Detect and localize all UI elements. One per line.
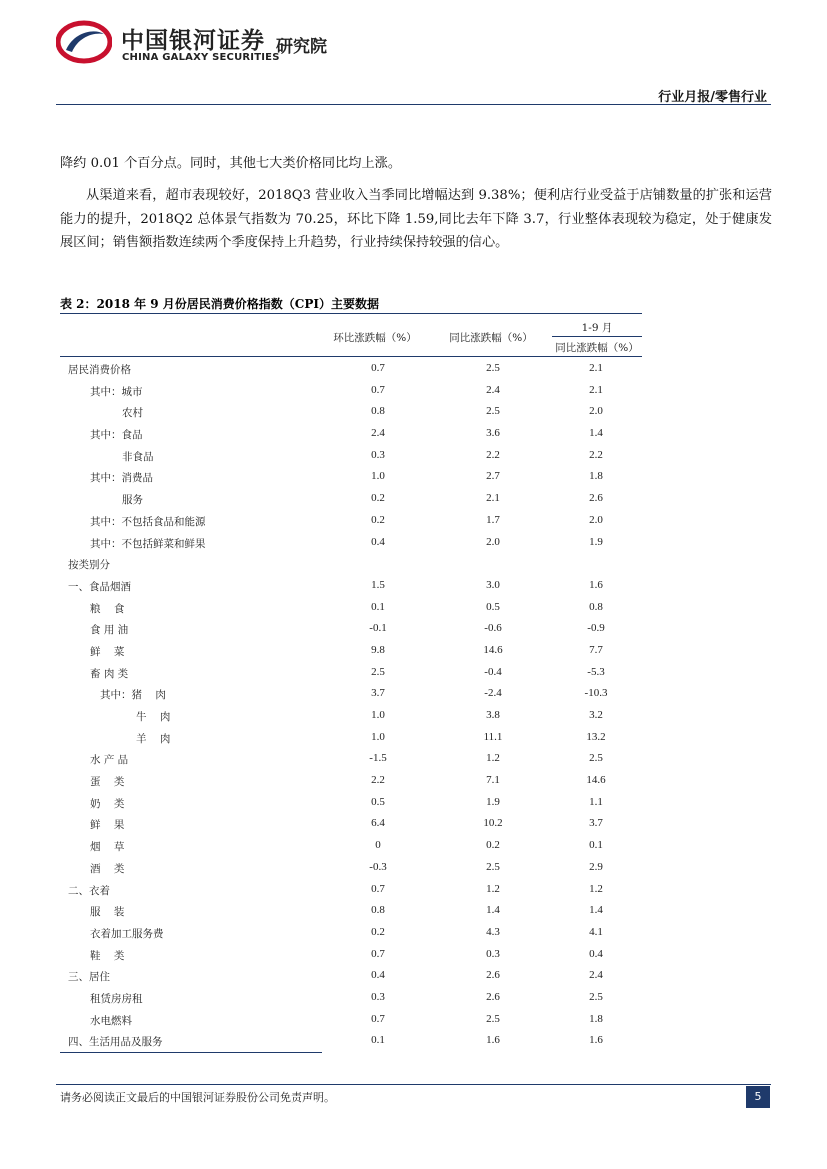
row-label: 租赁房房租 bbox=[90, 992, 143, 1005]
cell-ytd: 1.8 bbox=[589, 1012, 603, 1025]
cell-ytd: 3.2 bbox=[589, 709, 603, 721]
table-row bbox=[60, 445, 642, 467]
cell-yoy: 3.6 bbox=[486, 427, 500, 440]
table-row bbox=[60, 944, 642, 966]
table-row bbox=[60, 922, 642, 944]
cell-ytd: 2.1 bbox=[589, 362, 603, 374]
cell-yoy: 1.2 bbox=[486, 882, 500, 895]
table-top-rule bbox=[60, 313, 642, 314]
table-header-rule bbox=[60, 356, 642, 357]
cell-yoy: 1.7 bbox=[486, 513, 500, 526]
cell-mom: 9.8 bbox=[371, 643, 385, 656]
cell-yoy: 1.4 bbox=[486, 904, 500, 917]
cell-yoy: 3.8 bbox=[486, 709, 500, 721]
cell-ytd: 2.9 bbox=[589, 860, 603, 873]
cell-mom: 0.4 bbox=[371, 969, 385, 982]
footer-divider bbox=[56, 1084, 771, 1085]
cell-mom: 2.4 bbox=[371, 427, 385, 440]
cell-mom: 1.0 bbox=[371, 470, 385, 483]
row-label: 其中：消费品 bbox=[90, 472, 153, 485]
table-row bbox=[60, 575, 642, 597]
cell-ytd: 1.4 bbox=[589, 427, 603, 440]
cell-yoy: 7.1 bbox=[486, 774, 500, 787]
table-row bbox=[60, 705, 642, 727]
cell-mom: 0.1 bbox=[371, 1034, 385, 1047]
cell-yoy: 2.0 bbox=[486, 535, 500, 548]
table-row bbox=[60, 900, 642, 922]
cell-ytd: 0.1 bbox=[589, 839, 603, 852]
table-row bbox=[60, 401, 642, 423]
cell-yoy: 2.5 bbox=[486, 405, 500, 418]
row-label: 鞋 类 bbox=[90, 949, 125, 962]
table-row bbox=[60, 618, 642, 640]
header-divider bbox=[56, 104, 771, 105]
cell-ytd: 1.8 bbox=[589, 470, 603, 483]
page-header bbox=[0, 0, 827, 106]
row-label: 其中：猪 肉 bbox=[100, 689, 166, 702]
cell-yoy: 2.4 bbox=[486, 383, 500, 396]
cell-ytd: -5.3 bbox=[587, 665, 605, 678]
cell-yoy: 3.0 bbox=[486, 578, 500, 591]
cell-yoy: 2.2 bbox=[486, 448, 500, 461]
cell-ytd: 1.9 bbox=[589, 535, 603, 548]
cell-yoy: 1.2 bbox=[486, 752, 500, 765]
row-label: 居民消费价格 bbox=[68, 364, 131, 376]
table-row bbox=[60, 965, 642, 987]
cell-ytd: 1.1 bbox=[589, 795, 603, 808]
row-label: 二、衣着 bbox=[68, 884, 110, 897]
brand-institute: 研究院 bbox=[276, 37, 327, 57]
row-label: 蛋 类 bbox=[90, 776, 125, 789]
row-label: 水 产 品 bbox=[90, 754, 129, 767]
row-label: 奶 类 bbox=[90, 797, 125, 810]
cell-mom: 0.1 bbox=[371, 600, 385, 613]
cell-ytd: 4.1 bbox=[589, 925, 603, 938]
cell-mom: 0.2 bbox=[371, 513, 385, 526]
cell-yoy: -2.4 bbox=[484, 687, 502, 700]
table-row bbox=[60, 510, 642, 532]
cell-ytd: 13.2 bbox=[586, 730, 606, 743]
paragraph-1: 降约 0.01 个百分点。同时，其他七大类价格同比均上涨。 bbox=[60, 156, 402, 171]
row-label: 水电燃料 bbox=[90, 1014, 132, 1027]
table-row bbox=[60, 879, 642, 901]
cell-ytd: 2.5 bbox=[589, 990, 603, 1003]
cell-yoy: 0.5 bbox=[486, 600, 500, 613]
cell-yoy: 0.3 bbox=[486, 947, 500, 960]
cell-ytd: 2.4 bbox=[589, 969, 603, 982]
table-row bbox=[60, 770, 642, 792]
row-label: 其中：不包括鲜菜和鲜果 bbox=[90, 537, 206, 550]
table-row bbox=[60, 597, 642, 619]
row-label: 其中：城市 bbox=[90, 385, 143, 398]
cell-mom: 0.8 bbox=[371, 405, 385, 418]
cell-ytd: -0.9 bbox=[587, 622, 605, 635]
table-row bbox=[60, 683, 642, 705]
table-row bbox=[60, 857, 642, 879]
cell-mom: 0.7 bbox=[371, 362, 385, 374]
cell-mom: 1.0 bbox=[371, 730, 385, 743]
table-row bbox=[60, 1030, 642, 1052]
cell-yoy: 10.2 bbox=[483, 817, 503, 830]
cell-ytd: 0.4 bbox=[589, 947, 603, 960]
cell-mom: 0.7 bbox=[371, 383, 385, 396]
cell-mom: 0.7 bbox=[371, 1012, 385, 1025]
brand-name-cn: 中国银河证券 bbox=[121, 28, 265, 54]
paragraph-2: 从渠道来看，超市表现较好，2018Q3 营业收入当季同比增幅达到 9.38%；便利店行业受益于店铺数量的扩张和运营能力的提升，2018Q2 总体景气指数为 70.25，环比下降 1.59,同比去年下降 3.7，行业整体表现较为稳定，处于健康发展区间；销售额指数连续两个季度保持上升趋势，行业持续保持较强的信心。 bbox=[60, 188, 772, 250]
table-row bbox=[60, 466, 642, 488]
cell-ytd: 2.6 bbox=[589, 492, 603, 505]
cell-ytd: 0.8 bbox=[589, 600, 603, 613]
row-label: 羊 肉 bbox=[136, 732, 171, 745]
cell-mom: 0.8 bbox=[371, 904, 385, 917]
galaxy-logo-icon bbox=[56, 20, 112, 64]
footer-disclaimer: 请务必阅读正文最后的中国银河证券股份公司免责声明。 bbox=[60, 1091, 335, 1104]
table-row bbox=[60, 813, 642, 835]
row-label: 其中：不包括食品和能源 bbox=[90, 515, 206, 528]
cell-yoy: 2.6 bbox=[486, 990, 500, 1003]
table-title: 表 2：2018 年 9 月份居民消费价格指数（CPI）主要数据 bbox=[60, 297, 379, 311]
row-label: 酒 类 bbox=[90, 862, 125, 875]
cell-mom: 6.4 bbox=[371, 817, 385, 830]
cell-ytd: 2.1 bbox=[589, 383, 603, 396]
cell-ytd: 1.4 bbox=[589, 904, 603, 917]
cell-mom: 0.7 bbox=[371, 947, 385, 960]
table-row bbox=[60, 748, 642, 770]
cell-mom: 2.2 bbox=[371, 774, 385, 787]
row-label: 服务 bbox=[122, 494, 143, 507]
row-label: 烟 草 bbox=[90, 841, 125, 854]
table-row bbox=[60, 727, 642, 749]
cell-mom: -1.5 bbox=[369, 752, 387, 765]
cell-yoy: 2.7 bbox=[486, 470, 500, 483]
cell-mom: 0.2 bbox=[371, 492, 385, 505]
table-row bbox=[60, 662, 642, 684]
cell-yoy: 1.6 bbox=[486, 1034, 500, 1047]
cell-yoy: 2.1 bbox=[486, 492, 500, 505]
table-row bbox=[60, 987, 642, 1009]
cell-mom: 0.5 bbox=[371, 795, 385, 808]
table-bottom-rule bbox=[60, 1052, 322, 1053]
cell-yoy: 0.2 bbox=[486, 839, 500, 852]
table-row bbox=[60, 792, 642, 814]
cell-ytd: 2.0 bbox=[589, 513, 603, 526]
table-row bbox=[60, 488, 642, 510]
col-header-ytd-rule bbox=[552, 336, 642, 337]
brand-name-en: CHINA GALAXY SECURITIES bbox=[122, 52, 280, 63]
cell-mom: 3.7 bbox=[371, 687, 385, 700]
table-row bbox=[60, 1009, 642, 1031]
row-label: 其中：食品 bbox=[90, 429, 143, 442]
page-number: 5 bbox=[746, 1086, 770, 1108]
cell-mom: -0.1 bbox=[369, 622, 387, 635]
cpi-table-body bbox=[60, 358, 642, 1052]
cell-ytd: -10.3 bbox=[584, 687, 608, 700]
cell-mom: -0.3 bbox=[369, 860, 387, 873]
cell-ytd: 2.5 bbox=[589, 752, 603, 765]
cell-ytd: 1.6 bbox=[589, 578, 603, 591]
table-row bbox=[60, 532, 642, 554]
cell-yoy: 2.5 bbox=[486, 362, 500, 374]
table-row bbox=[60, 358, 642, 380]
cell-ytd: 3.7 bbox=[589, 817, 603, 830]
cell-mom: 0.7 bbox=[371, 882, 385, 895]
cell-ytd: 1.2 bbox=[589, 882, 603, 895]
row-label: 一、食品烟酒 bbox=[68, 580, 131, 593]
cell-ytd: 7.7 bbox=[589, 643, 603, 656]
row-label: 非食品 bbox=[122, 450, 154, 463]
row-label: 服 装 bbox=[90, 906, 125, 919]
cell-yoy: -0.6 bbox=[484, 622, 502, 635]
cell-mom: 0.3 bbox=[371, 448, 385, 461]
cell-mom: 1.0 bbox=[371, 709, 385, 721]
row-label: 食 用 油 bbox=[90, 624, 129, 637]
cell-yoy: 14.6 bbox=[483, 643, 503, 656]
report-section: 行业月报/零售行业 bbox=[658, 90, 767, 105]
table-row bbox=[60, 380, 642, 402]
cell-mom: 0.2 bbox=[371, 925, 385, 938]
cell-mom: 1.5 bbox=[371, 578, 385, 591]
col-header-yoy: 同比涨跌幅（%） bbox=[449, 332, 533, 344]
table-row bbox=[60, 553, 642, 575]
row-label: 三、居住 bbox=[68, 971, 110, 984]
table-row bbox=[60, 835, 642, 857]
cell-yoy: 1.9 bbox=[486, 795, 500, 808]
cell-yoy: 2.6 bbox=[486, 969, 500, 982]
cell-yoy: 2.5 bbox=[486, 860, 500, 873]
cell-ytd: 2.0 bbox=[589, 405, 603, 418]
cell-ytd: 1.6 bbox=[589, 1034, 603, 1047]
row-label: 鲜 果 bbox=[90, 819, 125, 832]
cell-mom: 2.5 bbox=[371, 665, 385, 678]
row-label: 牛 肉 bbox=[136, 711, 171, 723]
cell-yoy: -0.4 bbox=[484, 665, 502, 678]
cell-ytd: 2.2 bbox=[589, 448, 603, 461]
col-header-ytd-period: 1-9 月 bbox=[581, 322, 613, 334]
row-label: 衣着加工服务费 bbox=[90, 927, 164, 940]
row-label: 鲜 菜 bbox=[90, 645, 125, 658]
row-label: 农村 bbox=[122, 407, 143, 420]
cell-ytd: 14.6 bbox=[586, 774, 606, 787]
cell-mom: 0 bbox=[375, 839, 381, 852]
table-row bbox=[60, 640, 642, 662]
cell-yoy: 11.1 bbox=[483, 730, 503, 743]
cell-yoy: 4.3 bbox=[486, 925, 500, 938]
cell-mom: 0.3 bbox=[371, 990, 385, 1003]
cell-yoy: 2.5 bbox=[486, 1012, 500, 1025]
col-header-mom: 环比涨跌幅（%） bbox=[333, 332, 417, 344]
row-label: 粮 食 bbox=[90, 602, 125, 615]
row-label: 四、生活用品及服务 bbox=[68, 1036, 163, 1049]
row-label: 按类别分 bbox=[68, 559, 110, 572]
row-label: 畜 肉 类 bbox=[90, 667, 129, 680]
col-header-ytd: 同比涨跌幅（%） bbox=[555, 342, 639, 354]
table-row bbox=[60, 423, 642, 445]
cell-mom: 0.4 bbox=[371, 535, 385, 548]
